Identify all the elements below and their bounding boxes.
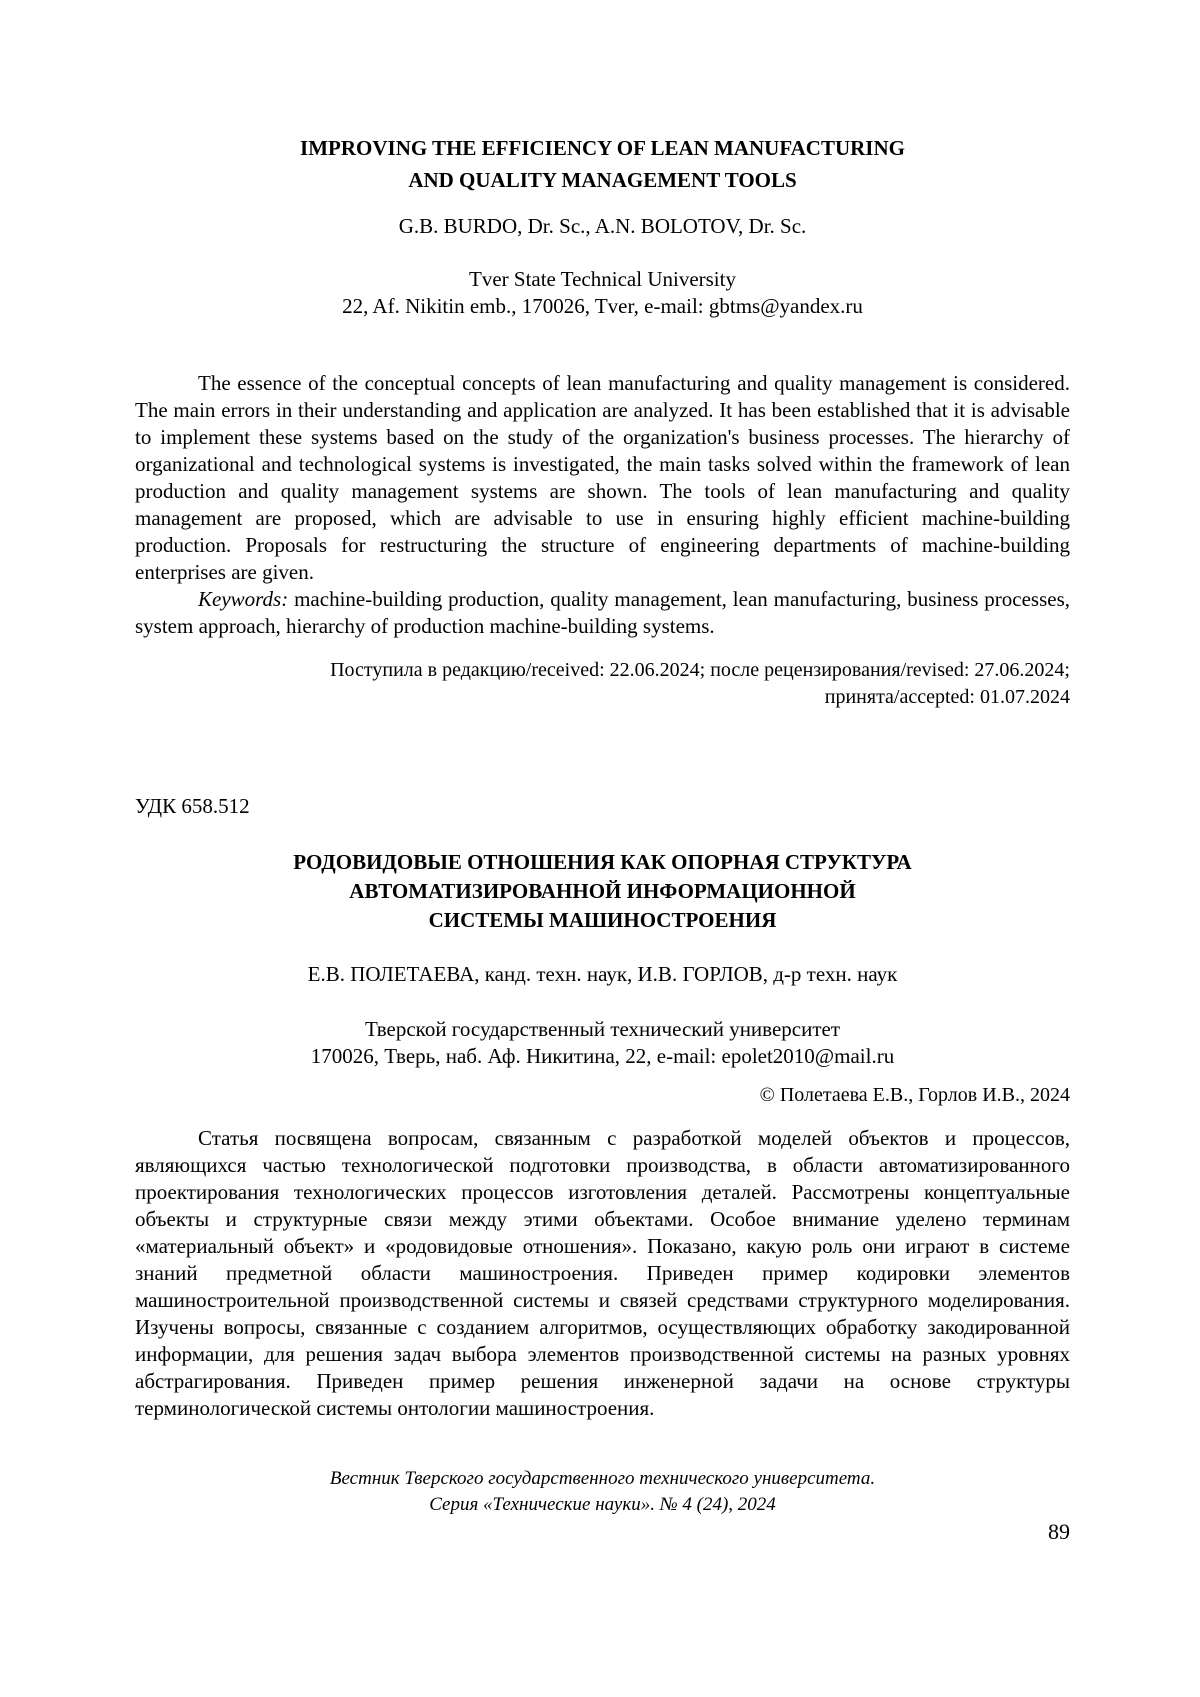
article-ru-abstract: Статья посвящена вопросам, связанным с разработкой моделей объектов и процессов, являющихся частью технологической подготовки производства, в области автоматизированного проектирования технологических процессов изготовления деталей. Рассмотрены концептуальные объекты и структурные связи между этими объектами. Особое внимание уделено терминам «материальный объект» и «родовидовые отношения». Показано, какую роль они играют в системе знаний предметной области машиностроения. Приведен пример кодировки элементов машиностроительной производственной системы и связей средствами структурного моделирования. Изучены вопросы, связанные с созданием алгоритмов, осуществляющих обработку закодированной информации, для решения задач выбора элементов производственной системы на разных уровнях абстрагирования. Приведен пример решения инженерной задачи на основе структуры терминологической системы онтологии машиностроения. (135, 1126, 1070, 1420)
page-number: 89 (1048, 1519, 1070, 1544)
article-ru-title-line2: АВТОМАТИЗИРОВАННОЙ ИНФОРМАЦИОННОЙ (349, 879, 856, 903)
journal-series-line: Серия «Технические науки». № 4 (24), 2024 (429, 1494, 776, 1515)
accepted-line: принята/accepted: 01.07.2024 (824, 686, 1070, 708)
journal-name-line: Вестник Тверского государственного технического университета. (329, 1468, 876, 1489)
article-en-title (135, 132, 1070, 196)
article-en-title-line1: IMPROVING THE EFFICIENCY OF LEAN MANUFACTURING (300, 136, 905, 160)
article-ru-authors: Е.В. ПОЛЕТАЕВА, канд. техн. наук, И.В. ГОРЛОВ, д-р техн. наук (307, 962, 898, 986)
article-ru-affiliation-address: 170026, Тверь, наб. Аф. Никитина, 22, e-mail: epolet2010@mail.ru (310, 1044, 895, 1068)
article-en-authors: G.B. BURDO, Dr. Sc., A.N. BOLOTOV, Dr. Sc. (398, 214, 807, 238)
copyright-line: © Полетаева Е.В., Горлов И.В., 2024 (759, 1084, 1070, 1106)
article-en-affiliation-address: 22, Af. Nikitin emb., 170026, Tver, e-mail: gbtms@yandex.ru (342, 294, 863, 318)
article-ru-title-line3: СИСТЕМЫ МАШИНОСТРОЕНИЯ (428, 908, 777, 932)
keywords-text: machine-building production, quality management, lean manufacturing, business processes, system approach, hierarchy of production machine-building systems. (135, 587, 1070, 638)
article-ru-title (135, 848, 1070, 935)
received-dates (135, 657, 1070, 711)
udc-code: УДК 658.512 (135, 794, 250, 818)
article-ru-title-line1: РОДОВИДОВЫЕ ОТНОШЕНИЯ КАК ОПОРНАЯ СТРУКТУРА (293, 850, 912, 874)
article-ru-affiliation (135, 1016, 1070, 1070)
keywords-label: Keywords: (198, 587, 289, 611)
article-en-keywords (135, 586, 1070, 640)
article-en-title-line2: AND QUALITY MANAGEMENT TOOLS (408, 168, 797, 192)
received-revised-line: Поступила в редакцию/received: 22.06.2024; после рецензирования/revised: 27.06.2024; (330, 659, 1070, 681)
article-en-abstract: The essence of the conceptual concepts of lean manufacturing and quality management is considered. The main errors in their understanding and application are analyzed. It has been established that it is advisable to implement these systems based on the study of the organization's business processes. The hierarchy of organizational and technological systems is investigated, the main tasks solved within the framework of lean production and quality management systems are shown. The tools of lean manufacturing and quality management are proposed, which are advisable to use in ensuring highly efficient machine-building production. Proposals for restructuring the structure of engineering departments of machine-building enterprises are given. (135, 371, 1070, 584)
journal-footer (135, 1466, 1070, 1545)
article-en-affiliation-university: Tver State Technical University (469, 267, 736, 291)
article-ru-affiliation-university: Тверской государственный технический университет (364, 1017, 841, 1041)
article-en-header (135, 132, 1070, 320)
article-en-affiliation (135, 266, 1070, 320)
